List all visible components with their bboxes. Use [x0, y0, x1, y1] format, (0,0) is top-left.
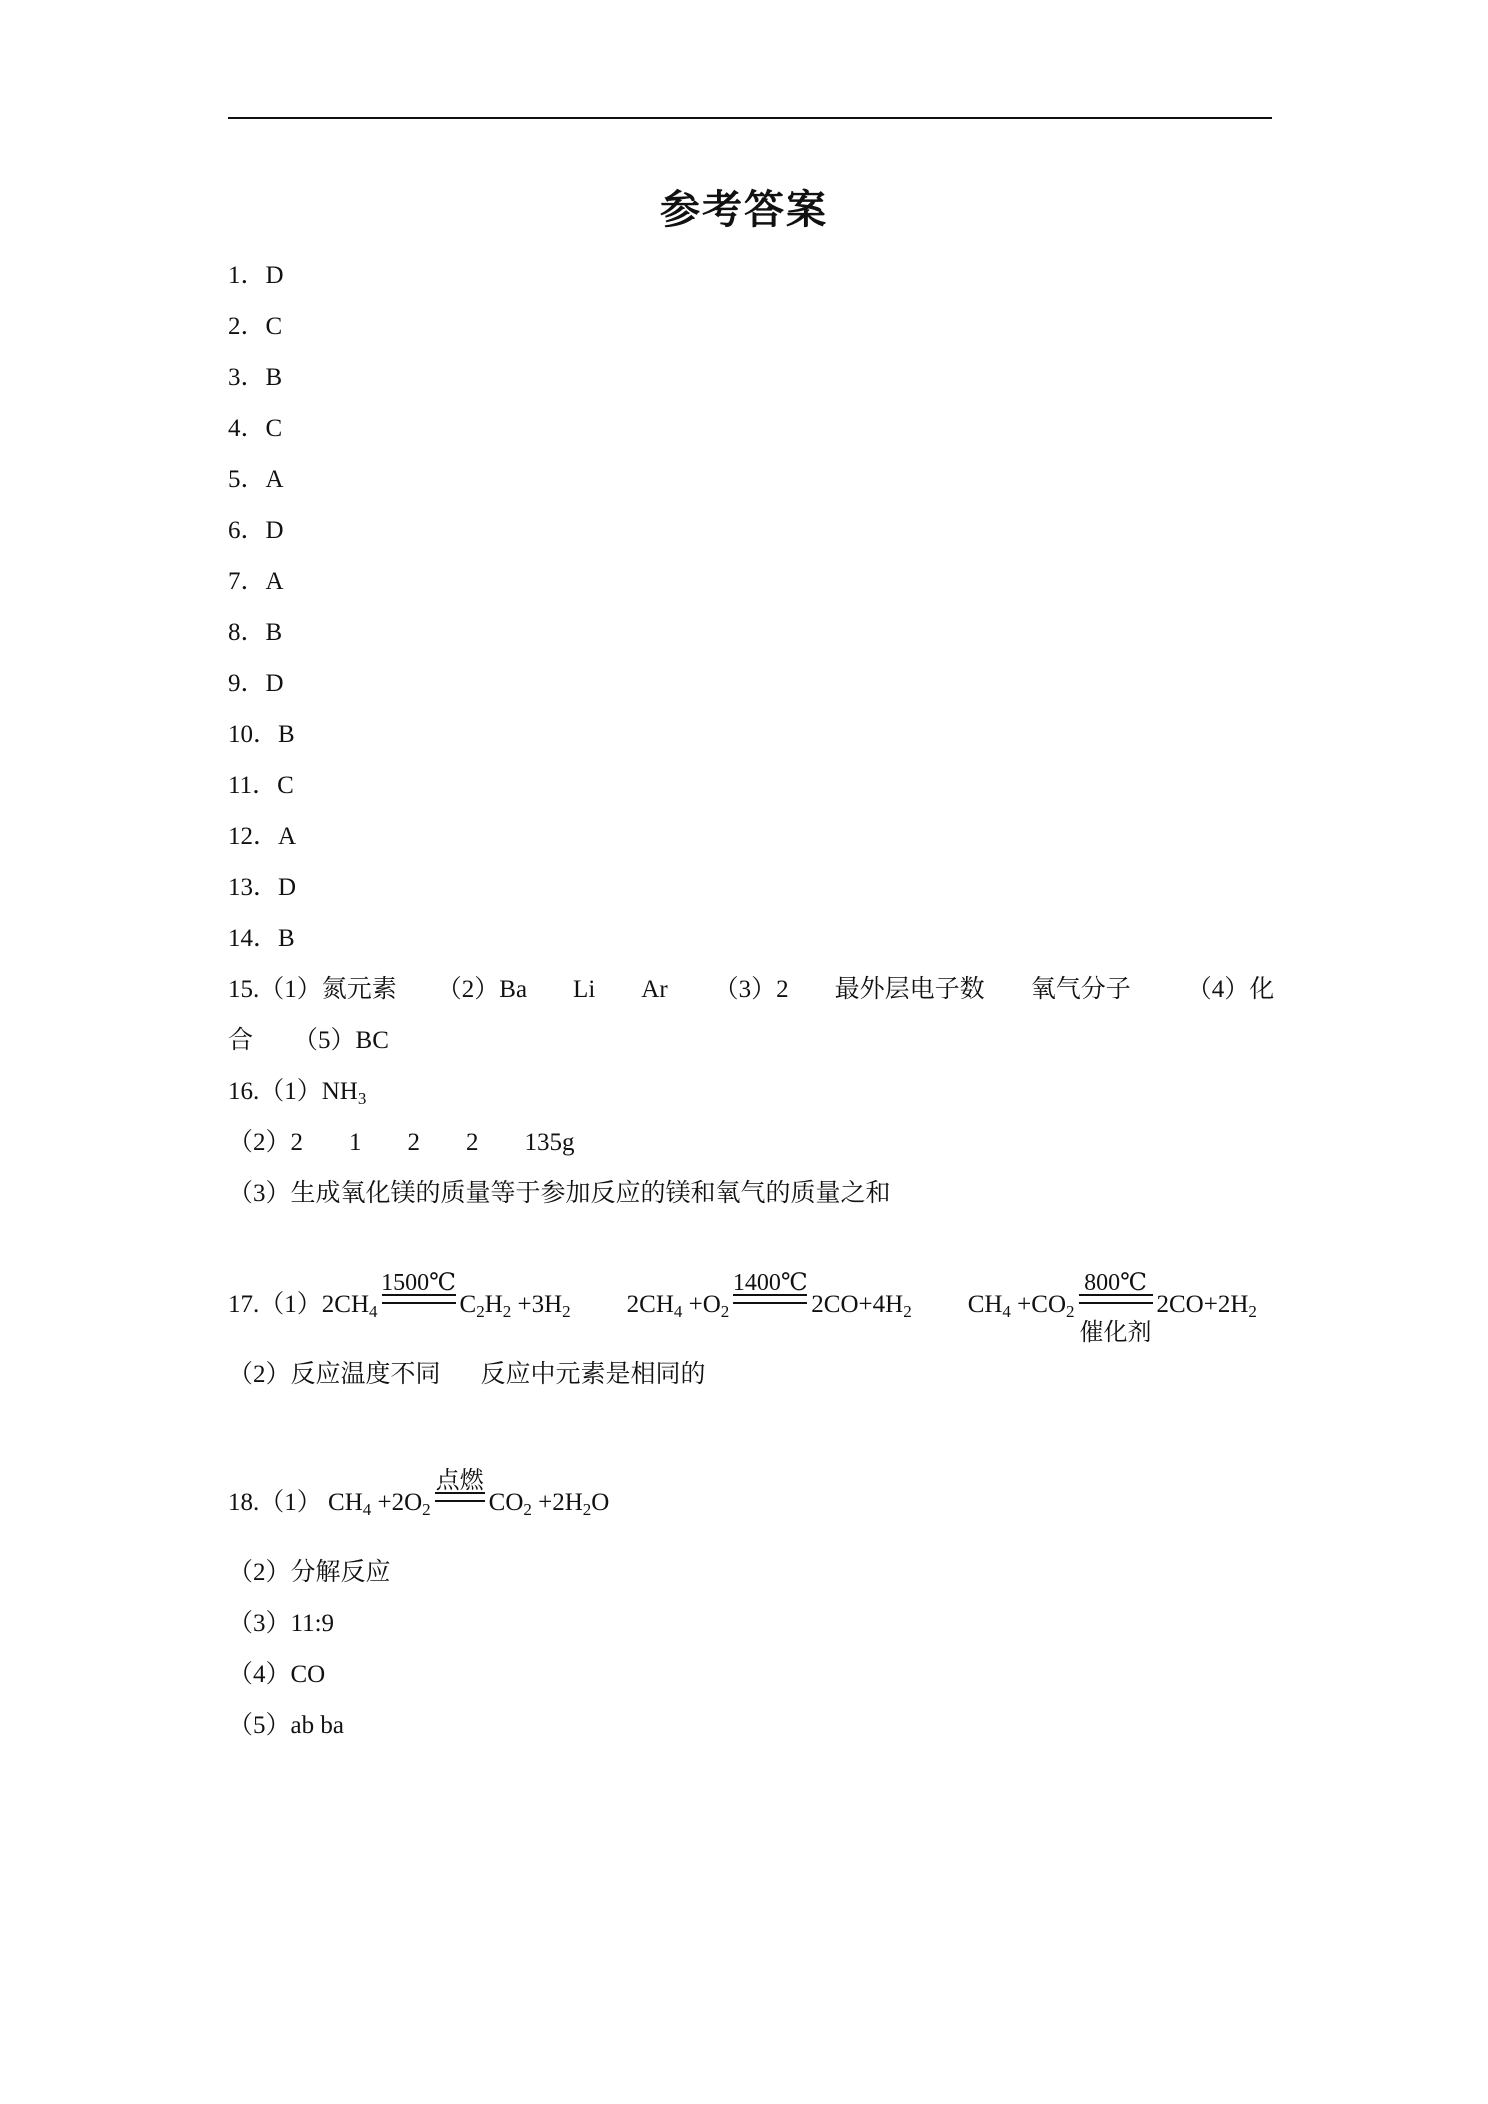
- q18-eq: $CH_4 +2O_2$ 点燃 $CO_2 +2H_2O$: [328, 1468, 610, 1519]
- answer-16-line2: [228, 1128, 575, 1158]
- q16-mass: 135g: [524, 1129, 575, 1156]
- q15-oxygen-molecule: 氧气分子: [1030, 976, 1131, 1003]
- q15-part4: （4）化: [1186, 976, 1275, 1003]
- q15-ar: Ar: [641, 976, 668, 1003]
- q17-eq2: $2CH_4 +O_2$ 1400℃ $2CO+4H_2$: [626, 1270, 912, 1321]
- answer-10: 10．B: [228, 721, 295, 748]
- answer-18-line2: （2）分解反应: [228, 1559, 391, 1586]
- answer-2: 2．C: [228, 313, 283, 340]
- q17-part2-reason: 反应中元素是相同的: [480, 1361, 706, 1388]
- q17-eq3-catalyst: 催化剂: [1079, 1320, 1152, 1346]
- answer-15-line1: [228, 975, 1274, 1005]
- answer-6: 6．D: [228, 517, 284, 544]
- q16-coef-4: 2: [466, 1129, 479, 1156]
- q15-part2: （2）Ba: [436, 976, 528, 1003]
- answer-18-line5: （5）ab ba: [228, 1712, 344, 1739]
- q15-li: Li: [573, 976, 596, 1003]
- q18-condition: 点燃: [435, 1468, 484, 1494]
- q17-eq1: $2CH_4$ 1500℃ $C_2H_2 +3H_2$: [321, 1270, 571, 1321]
- header-rule: [228, 117, 1272, 119]
- answer-3: 3．B: [228, 364, 283, 391]
- q18-number: 18.（1）: [228, 1489, 322, 1516]
- q15-part1: （1）氮元素: [259, 976, 397, 1003]
- q15-part5: （5）BC: [293, 1027, 389, 1054]
- q17-eq1-condition: 1500℃: [381, 1270, 456, 1296]
- q17-part2: （2）反应温度不同: [228, 1361, 441, 1388]
- answer-11: 11．C: [228, 772, 294, 799]
- answer-5: 5．A: [228, 466, 284, 493]
- answer-14: 14．B: [228, 925, 295, 952]
- answer-4: 4．C: [228, 415, 283, 442]
- q15-number: 15.: [228, 976, 260, 1003]
- answer-18-line3: （3）11:9: [228, 1610, 335, 1637]
- q15-part3: （3）2: [713, 976, 789, 1003]
- answer-13: 13．D: [228, 874, 297, 901]
- q17-number: 17.（1）: [228, 1291, 322, 1318]
- answer-16-line1: [228, 1077, 366, 1107]
- q17-eq3: $CH_4 +CO_2$ 800℃ 催化剂 $2CO+2H_2$: [967, 1270, 1257, 1346]
- answer-1: 1．D: [228, 262, 284, 289]
- q15-part4-cont: 合: [228, 1027, 254, 1054]
- answer-15-line2: [228, 1026, 389, 1056]
- page-title: 参考答案: [660, 187, 828, 233]
- q16-coef-3: 2: [407, 1129, 421, 1156]
- q16-part2: （2）2: [228, 1129, 304, 1156]
- answer-12: 12．A: [228, 823, 297, 850]
- q17-eq2-condition: 1400℃: [732, 1270, 808, 1296]
- answer-18-line4: （4）CO: [228, 1661, 326, 1688]
- q16-nh3-sub: 3: [357, 1089, 367, 1108]
- q16-coef-2: 1: [349, 1129, 362, 1156]
- q16-part1: 16.（1）NH: [228, 1078, 358, 1105]
- answer-18-line1: [228, 1468, 610, 1519]
- answer-7: 7．A: [228, 568, 284, 595]
- answer-17-line1: [228, 1270, 1257, 1346]
- answer-17-line2: [228, 1360, 706, 1390]
- answer-9: 9．D: [228, 670, 284, 697]
- answer-8: 8．B: [228, 619, 283, 646]
- answer-16-line3: （3）生成氧化镁的质量等于参加反应的镁和氧气的质量之和: [228, 1180, 891, 1207]
- q15-outer-electrons: 最外层电子数: [834, 976, 985, 1003]
- q17-eq3-condition: 800℃: [1084, 1270, 1147, 1296]
